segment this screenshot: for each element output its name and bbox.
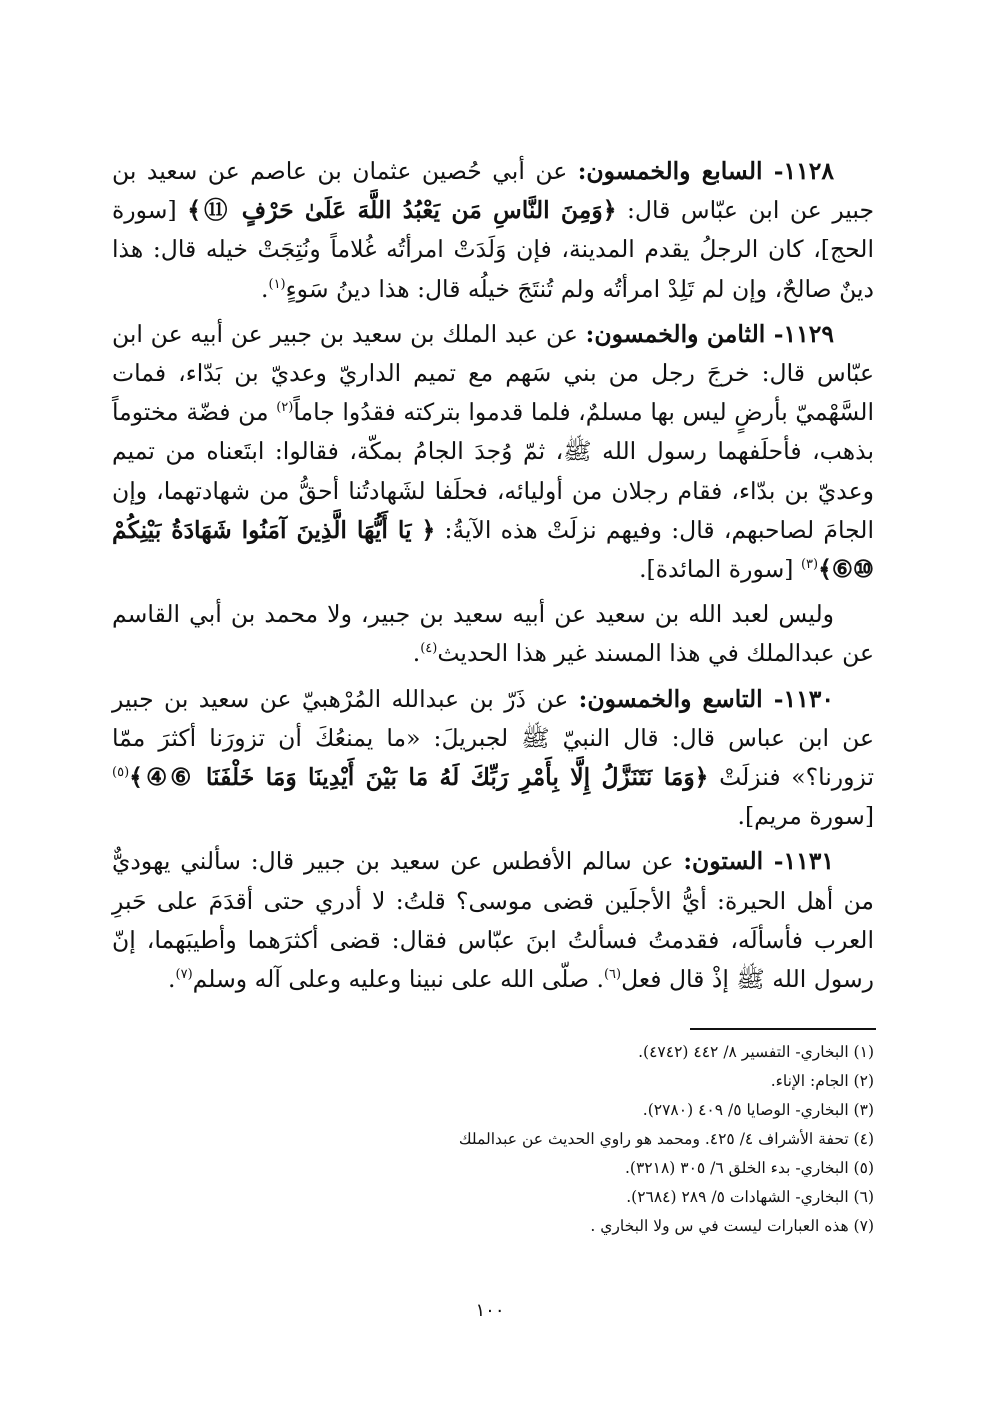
- hadith-paragraph: [112, 315, 874, 589]
- footnote-item: (٦) البخاري- الشهادات ٥/ ٢٨٩ (٢٦٨٤).: [626, 1188, 874, 1206]
- hadith-text: من فضّة مختوماً بذهب، فأحلَفهما رسول الله ﷺ، ثمّ وُجدَ الجامُ بمكّة، فقالوا: ابتَعناه من تميم وعديّ بن بدّاء، فقام رجلان من أوليائه، فحلَفا لشَهادتُنا أحقُّ من شهادتهما، وإن الجامَ لصاحبهم، قال: وفيهم نزلَتْ هذه الآيةُ:: [112, 398, 874, 544]
- hadith-heading: ١١٣١- الستون:: [683, 847, 834, 876]
- hadith-text: [سورة الحج]، كان الرجلُ يقدم المدينة، فإن وَلَدَتْ امرأتُه غُلاماً ونُتِجَتْ خيله قال: هذا دينٌ صالحٌ، وإن لم تَلِدْ امرأتُه ولم تُنتَجَ خيلُه قال: هذا دينُ سَوءٍ: [112, 196, 874, 303]
- footnote-ref: (٣): [800, 557, 819, 573]
- note-paragraph: [112, 595, 874, 673]
- page-number: ١٠٠: [475, 1300, 505, 1321]
- hadith-paragraph: [112, 680, 874, 837]
- quran-verse: ﴿وَمِنَ النَّاسِ مَن يَعْبُدُ اللَّهَ عَلَىٰ حَرْفٍ ⑪﴾: [187, 196, 617, 225]
- note-text: وليس لعبد الله بن سعيد عن أبيه سعيد بن جبير، ولا محمد بن أبي القاسم عن عبدالملك في هذا المسند غير هذا الحديث: [112, 600, 874, 668]
- hadith-paragraph: [112, 842, 874, 999]
- hadith-text: عن ذَرّ بن عبدالله المُرْهبيّ عن سعيد بن جبير عن ابن عباس قال: قال النبيّ ﷺ لجبريلَ: «ما يمنعُكَ أن تزورَنا أكثرَ ممّا تزورنا؟» فنزلَتْ: [112, 684, 874, 792]
- hadith-text: [سورة مريم].: [737, 802, 874, 831]
- footnote-item: (٧) هذه العبارات ليست في س ولا البخاري .: [590, 1217, 874, 1235]
- hadith-text: عن سالم الأفطس عن سعيد بن جبير قال: سألني يهوديٌّ من أهل الحيرة: أيُّ الأجلَين قضى موسى؟ قلتُ: لا أدري حتى أقدَمَ على حَبرِ العرب فأسألَه، فقدمتُ فسألتُ ابنَ عبّاس فقال: قضى أكثرَهما وأطيبَهما، إنّ رسول الله ﷺ إذْ قال فعل: [112, 847, 874, 994]
- hadith-paragraph: [112, 152, 874, 309]
- footnote-item: (١) البخاري- التفسير ٨/ ٤٤٢ (٤٧٤٢).: [638, 1043, 874, 1061]
- footnote-item: (٢) الجام: الإناء.: [770, 1072, 874, 1090]
- footnote-ref: (٥): [112, 765, 130, 781]
- quran-verse: ﴿ يَا أَيُّهَا الَّذِينَ آمَنُوا شَهَادَةُ بَيْنِكُمْ ⑩⑥﴾: [112, 515, 874, 584]
- quran-verse: ﴿وَمَا نَتَنَزَّلُ إِلَّا بِأَمْرِ رَبِّكَ لَهُ مَا بَيْنَ أَيْدِينَا وَمَا خَلْفَنَا ⑥④﴾: [129, 763, 709, 792]
- hadith-text: عن أبي حُصين عثمان بن عاصم عن سعيد بن جبير عن ابن عبّاس قال:: [112, 157, 874, 225]
- hadith-heading: ١١٣٠- التاسع والخمسون:: [578, 684, 834, 713]
- footnotes: [112, 1038, 874, 1241]
- note-text: .: [412, 639, 421, 668]
- footnote-item: (٤) تحفة الأشراف ٤/ ٤٢٥. ومحمد هو راوي الحديث عن عبدالملك: [458, 1130, 874, 1148]
- footnote-ref: (٧): [175, 967, 193, 983]
- footnote-item: (٥) البخاري- بدء الخلق ٦/ ٣٠٥ (٣٢١٨).: [624, 1159, 874, 1177]
- footnote-ref: (١): [268, 276, 286, 292]
- main-text: [112, 152, 874, 1005]
- hadith-text: عن عبد الملك بن سعيد بن جبير عن أبيه عن ابن عبّاس قال: خرجَ رجل من بني سَهم مع تميم الداريّ وعديّ بن بَدّاء، فمات السَّهْميّ بأرضٍ ليس بها مسلمٌ، فلما قدموا بتركته فقدُوا جاماً: [112, 319, 874, 427]
- hadith-heading: ١١٢٨- السابع والخمسون:: [577, 157, 834, 185]
- hadith-text: . صلّى الله على نبينا وعليه وعلى آله وسلم: [192, 965, 604, 994]
- footnote-ref: (٤): [420, 641, 438, 657]
- footnote-item: (٣) البخاري- الوصايا ٥/ ٤٠٩ (٢٧٨٠).: [642, 1101, 874, 1119]
- hadith-text: [سورة المائدة].: [639, 555, 801, 584]
- footnote-ref: (٢): [276, 400, 294, 416]
- footnote-separator: [690, 1028, 876, 1030]
- hadith-heading: ١١٢٩- الثامن والخمسون:: [585, 319, 834, 348]
- hadith-text: .: [168, 965, 176, 994]
- footnote-ref: (٦): [603, 967, 622, 983]
- hadith-text: .: [261, 274, 269, 303]
